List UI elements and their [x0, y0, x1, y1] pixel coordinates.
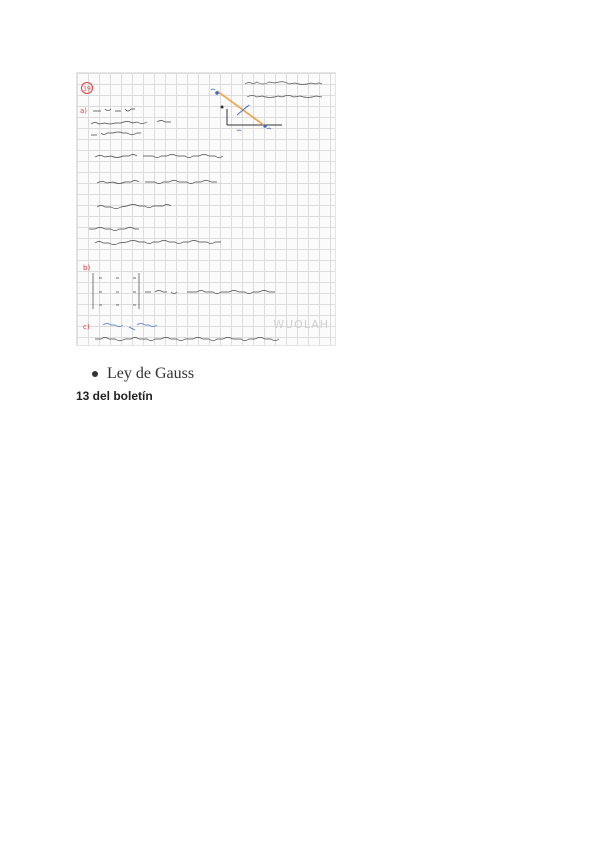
bullet-list	[92, 364, 194, 384]
problem-number: 19	[83, 85, 91, 93]
part-b-label: b)	[83, 264, 91, 272]
part-a-label: a)	[80, 107, 88, 115]
handwritten-notes-drawing	[77, 73, 335, 345]
handwritten-notes-image	[76, 72, 336, 346]
charge-diagram	[211, 89, 282, 131]
part-c-label: c)	[83, 323, 90, 331]
caption-text: 13 del boletín	[76, 389, 153, 403]
bullet-item: Ley de Gauss	[92, 364, 194, 384]
watermark: WUOLAH	[273, 318, 329, 331]
